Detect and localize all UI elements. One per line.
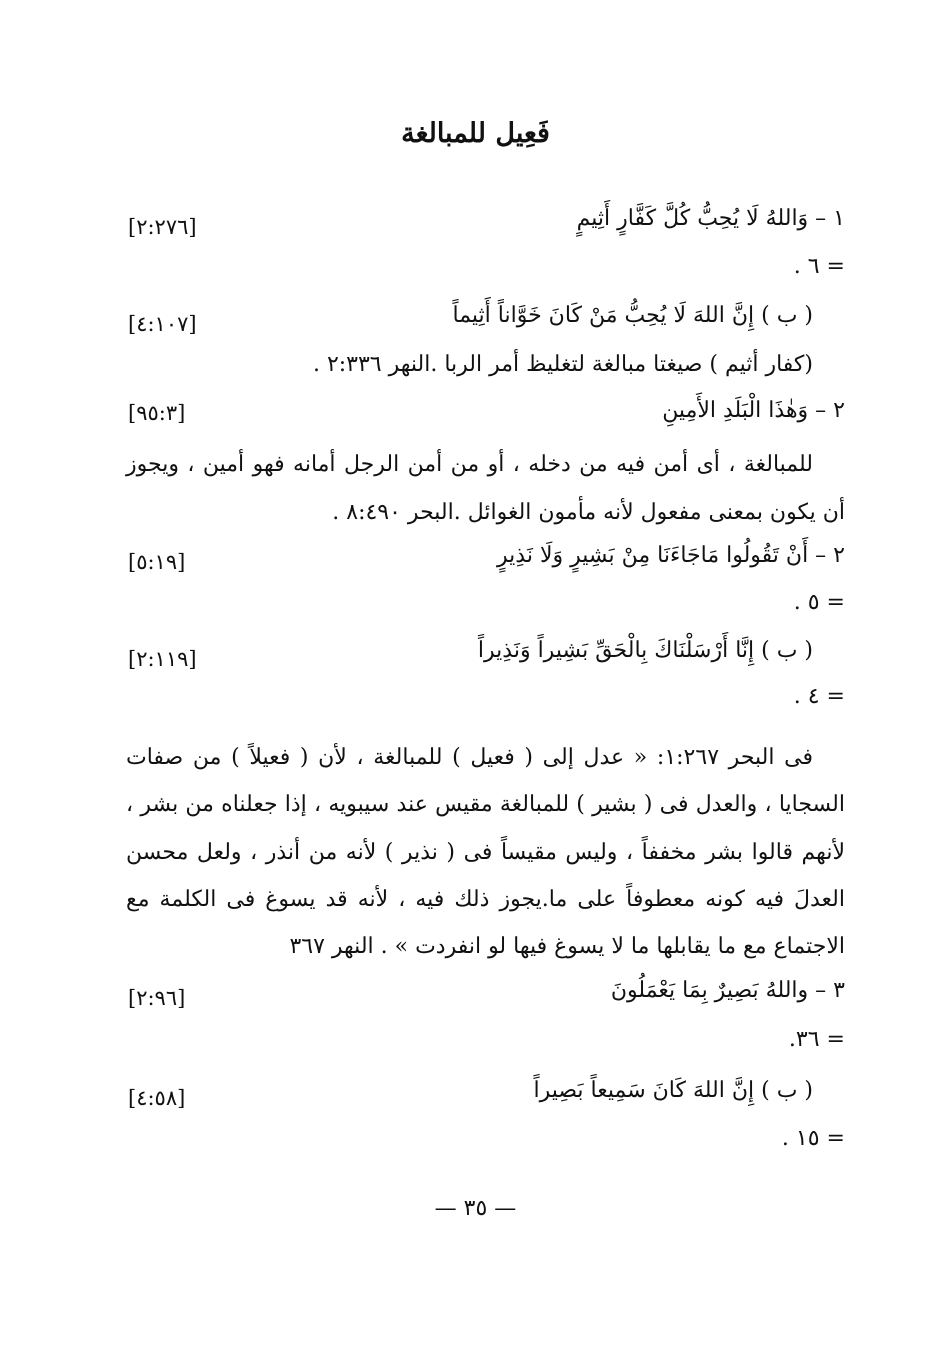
text-line: = ٦ . xyxy=(793,254,845,279)
page-number: — ٣٥ — xyxy=(434,1196,517,1221)
text-line: ٣ – واللهُ بَصِيرٌ بِمَا يَعْمَلُونَ xyxy=(610,978,845,1003)
text-line: ٢ – وَهٰذَا الْبَلَدِ الأَمِينِ xyxy=(662,398,845,423)
text-line: = ٥ . xyxy=(793,590,845,615)
page-title: فَعِيل للمبالغة xyxy=(401,118,550,149)
verse-reference: [٢:٩٦] xyxy=(128,986,186,1010)
verse-reference: [٥:١٩] xyxy=(128,550,186,574)
text-line: = ٤ . xyxy=(793,684,845,709)
text-line: ١ – وَاللهُ لَا يُحِبُّ كُلَّ كَفَّارٍ أَثِيمٍ xyxy=(576,206,845,231)
text-line: = ٣٦. xyxy=(788,1027,845,1052)
verse-reference: [٢:١١٩] xyxy=(128,647,197,671)
text-line: (كفار أثيم ) صيغتا مبالغة لتغليظ أمر الربا .النهر ٢:٣٣٦ . xyxy=(312,352,813,377)
text-line: ( ب ) إِنَّ اللهَ كَانَ سَمِيعاً بَصِيراً xyxy=(533,1078,813,1103)
text-line: أن يكون بمعنى مفعول لأنه مأمون الغوائل .البحر ٨:٤٩٠ . xyxy=(332,500,845,525)
verse-reference: [٢:٢٧٦] xyxy=(128,215,197,239)
text-line: ( ب ) إِنَّ اللهَ لَا يُحِبُّ مَنْ كَانَ خَوَّاناً أَثِيماً xyxy=(452,303,813,328)
verse-reference: [٤:١٠٧] xyxy=(128,312,197,336)
text-line: = ١٥ . xyxy=(781,1126,845,1151)
text-line: لأنهم قالوا بشر مخففاً ، وليس مقيساً فى ( نذير ) لأنه من أنذر ، ولعل محسن xyxy=(126,840,845,865)
text-line: السجايا ، والعدل فى ( بشير ) للمبالغة مقيس عند سيبويه ، إذا جعلناه من بشر ، xyxy=(126,792,845,817)
text-line: ٢ – أَنْ تَقُولُوا مَاجَاءَنَا مِنْ بَشِيرٍ وَلَا نَذِيرٍ xyxy=(497,543,845,568)
text-line: فى البحر ١:٢٦٧: « عدل إلى ( فعيل ) للمبالغة ، لأن ( فعيلاً ) من صفات xyxy=(126,745,813,770)
verse-reference: [٤:٥٨] xyxy=(128,1086,186,1110)
text-line: للمبالغة ، أى أمن فيه من دخله ، أو من أمن الرجل أمانه فهو أمين ، ويجوز xyxy=(126,452,813,477)
text-line: ( ب ) إِنَّا أَرْسَلْنَاكَ بِالْحَقِّ بَشِيراً وَنَذِيراً xyxy=(477,638,813,663)
verse-reference: [٩٥:٣] xyxy=(128,401,186,425)
text-line: الاجتماع مع ما يقابلها ما لا يسوغ فيها لو انفردت » . النهر ٣٦٧ xyxy=(289,934,845,959)
text-line: العدلَ فيه كونه معطوفاً على ما.يجوز ذلك فيه ، لأنه قد يسوغ فى الكلمة مع xyxy=(126,887,845,912)
